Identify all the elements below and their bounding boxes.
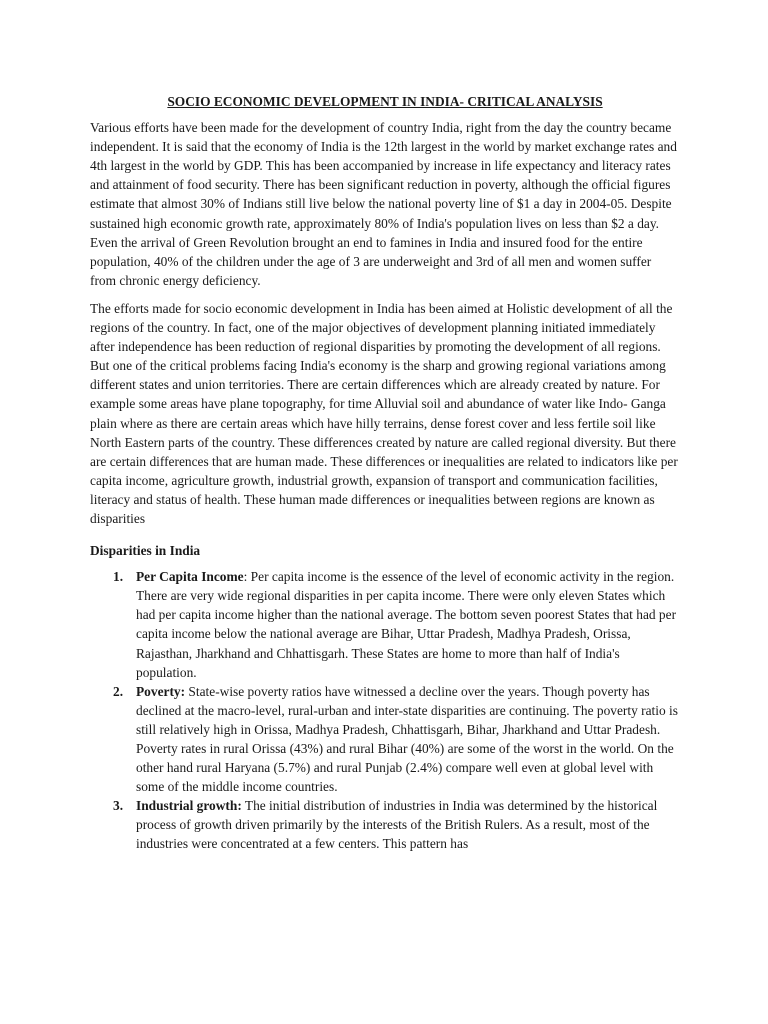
document-title: SOCIO ECONOMIC DEVELOPMENT IN INDIA- CRITICAL ANALYSIS [167,94,603,109]
list-item [90,682,680,797]
efforts-paragraph: The efforts made for socio economic development in India has been aimed at Holistic development of all the regions of the country. In fact, one of the major objectives of development planning initiated immediately after independence has been reduction of regional disparities by promoting the development of all regions. But one of the critical problems facing India's economy is the sharp and growing regional variations among different states and union territories. There are certain differences which are already created by nature. For example some areas have plane topography, for time Alluvial soil and abundance of water like Indo- Ganga plain where as there are certain areas which have hilly terrains, dense forest cover and less fertile soil like North Eastern parts of the country. These differences created by nature are called regional diversity. But there are certain differences that are human made. These differences or inequalities are related to indicators like per capita income, agriculture growth, industrial growth, expansion of transport and communication facilities, literacy and status of health. These human made differences or inequalities between regions are known as disparities [90,300,678,526]
section-heading: Disparities in India [90,543,201,559]
list-item-term: Per Capita Income [136,569,244,585]
list-item-number: 1. [113,569,124,585]
list-item-term: Industrial growth: [136,798,242,814]
disparities-list [90,567,680,853]
list-item-text: State-wise poverty ratios have witnessed a decline over the years. Though poverty has declined at the macro-level, rural-urban and inter-state disparities are continuing. The poverty ratio is still relatively high in Orissa, Madhya Pradesh, Chhattisgarh, Bihar, Jharkhand and Uttar Pradesh. Poverty rates in rural Orissa (43%) and rural Bihar (40%) are some of the worst in the world. On the other hand rural Haryana (5.7%) and rural Punjab (2.4%) compare well even at global level with some of the middle income countries. [136,683,678,795]
list-item [90,567,680,682]
list-item [90,796,680,853]
intro-paragraph: Various efforts have been made for the development of country India, right from the day the country became independent. It is said that the economy of India is the 12th largest in the world by market exchange rates and 4th largest in the world by GDP. This has been accompanied by increase in life expectancy and literacy rates and attainment of food security. There has been significant reduction in poverty, although the official figures estimate that almost 30% of Indians still live below the national poverty line of $1 a day in 2004-05. Despite sustained high economic growth rate, approximately 80% of India's population lives on less than $2 a day. Even the arrival of Green Revolution brought an end to famines in India and insured food for the entire population, 40% of the children under the age of 3 are underweight and 3rd of all men and women suffer from chronic energy deficiency. [90,120,677,288]
list-item-text: The initial distribution of industries in India was determined by the historical process of growth driven primarily by the interests of the British Rulers. As a result, most of the industries were concentrated at a few centers. This pattern has [136,798,658,852]
list-item-text: : Per capita income is the essence of the level of economic activity in the region. There are very wide regional disparities in per capita income. There were only eleven States which had per capita income higher than the national average. The bottom seven poorest States that had per capita income below the national average are Bihar, Uttar Pradesh, Madhya Pradesh, Orissa, Rajasthan, Jharkhand and Chhattisgarh. These States are home to more than half of India's population. [136,569,677,680]
document-page [90,92,680,854]
list-item-number: 2. [113,683,124,699]
list-item-number: 3. [113,798,124,814]
list-item-term: Poverty: [136,683,186,699]
